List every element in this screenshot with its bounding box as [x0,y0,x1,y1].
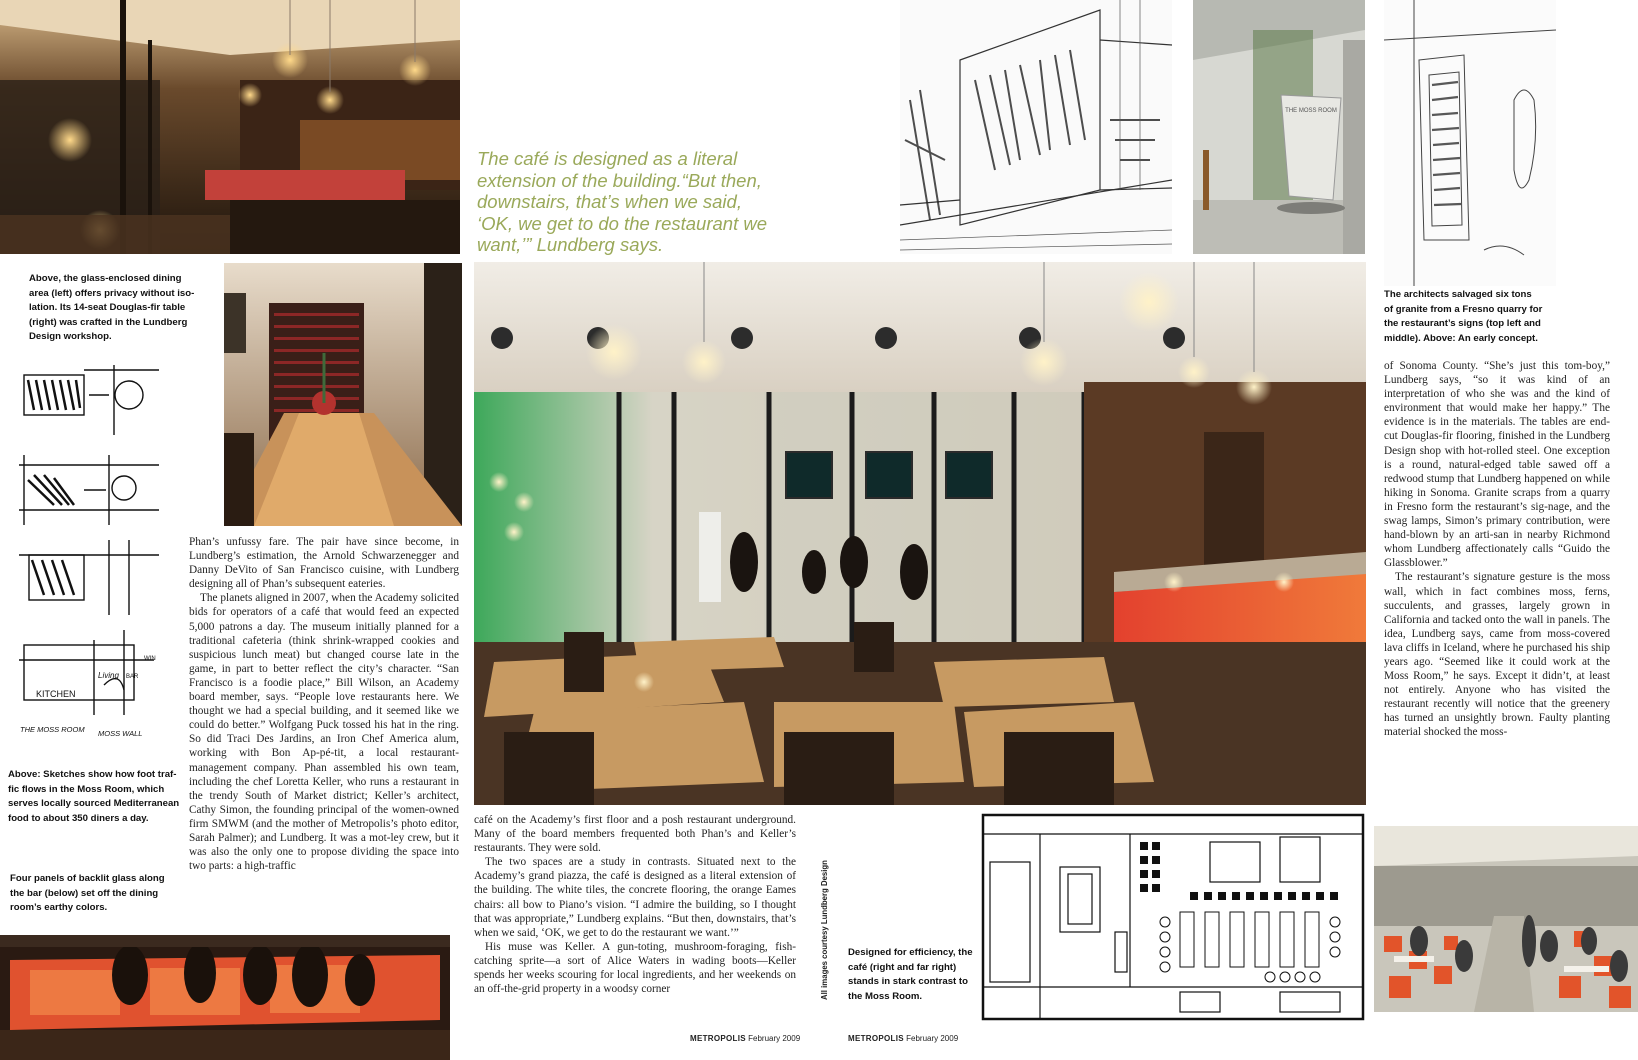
sign-text: THE MOSS ROOM [1285,108,1337,114]
caption-granite: The architects salvaged six tons of granite from a Fresno quarry for the restaurant’s signs (top left and middle). Above: An early concept. [1384,289,1543,344]
caption-floor-plan: Designed for efficiency, the café (right and far right) stands in stark contrast to the Moss Room. [848,947,973,1002]
dining-area-photo [0,0,460,254]
sketch-label-moss-wall: MOSS WALL [98,729,143,738]
cafe-floor-plan [980,812,1366,1022]
sketch-label-win: WIN [144,656,156,662]
body-col1-para-2: The planets aligned in 2007, when the Academy solicited bids for operators of a café that would feed an expected 5,000 patrons a day. The museum initially planned for a traditional cafeteria (think shrink-wrapped cookies and suspicious lunch meat) but changed course late in the game, in part to better reflect the city’s character. “San Francisco is a foodie place,” Bill Wilson, an Academy board member, says. “People love restaurants here. We thought we had a special building, and it seemed like we could do better.” Wolfgang Puck tossed his hat in the ring. So did Traci Des Jardins, an Iron Chef America alum, working with Bon Ap-pé-tit, a local restaurant-management company. Phan assembled his own team, including the chef Loretta Keller, who runs a restaurant in the trendy South of Market district; Keller’s architect, Cathy Simon, the founding principal of the women-owned firm SMWM (and the mother of Metropolis’s photo editor, Sarah Palmer); and Lundberg. It was a mot-ley crew, but it was also the only one to propose dividing the space into two parts: a high-traffic [189,592,459,873]
caption-dining-area: Above, the glass-enclosed dining area (left) offers privacy without iso- lation. Its 14-seat Douglas-fir table (right) was crafted in the Lundberg Design workshop. [29,273,195,343]
folio-right-date: February 2009 [906,1034,959,1043]
sketch-label-moss-room: THE MOSS ROOM [20,725,85,734]
douglas-fir-table-photo [224,263,462,526]
body-col1-para-1: Phan’s unfussy fare. The pair have since become, in Lundberg’s estimation, the Arnold Schwarzenegger and Danny DeVito of San Francisco cuisine, with Lundberg designing all of Phan’s subsequent eateries. [189,536,459,591]
body-column-2 [474,813,796,1018]
body-column-3 [1384,359,1610,799]
concept-sketch [1384,0,1556,286]
cafe-photo [1374,826,1638,1012]
foot-traffic-sketches [14,360,164,750]
main-dining-room-photo [474,262,1366,805]
sketch-label-kitchen: KITCHEN [36,689,76,699]
backlit-bar-photo [0,935,450,1060]
folio-right [848,1034,958,1043]
folio-right-brand: METROPOLIS [848,1034,904,1043]
folio-left-date: February 2009 [748,1034,801,1043]
pull-quote: The café is designed as a literal extension of the building.“But then, downstairs, that’s when we said, ‘OK, we get to do the restaurant we want,’” Lundberg says. [477,148,767,256]
sketch-label-bar: BAR [126,674,139,680]
caption-backlit-glass: Four panels of backlit glass along the bar (below) set off the dining room’s earthy colors. [10,873,165,914]
body-col2-para-2: The two spaces are a study in contrasts. Situated next to the Academy’s grand piazza, the café is designed as a literal extension of the building. The white tiles, the concrete flooring, the orange Eames chairs: all bow to Piano’s vision. “I admire the building, so I thought that was appropriate,” Lundberg explains. “But then, downstairs, that’s when we said, ‘OK, we get to do the restaurant we want.’” [474,856,796,939]
image-credit: All images courtesy Lundberg Design [820,860,829,1000]
body-col2-para-3: His muse was Keller. A gun-toting, mushroom-foraging, fish-catching sprite—a sort of Alice Waters in wading boots—Keller spends her weeks scouring for local ingredients, and her weekends on an off-the-grid property in a woodsy corner [474,940,796,996]
body-col3-para-2: The restaurant’s signature gesture is the moss wall, which in fact combines moss, ferns, succulents, and grasses, largely grown in California and tacked onto the wall in panels. The idea, Lundberg says, came from moss-covered lava cliffs in Iceland, where he purchased his ship years ago. “Seemed like it could work at the Moss Room,” he says. Except it didn’t, at least not entirely. Anyone who has visited the restaurant recently will notice that the greenery has turned an unsightly brown. Faulty planting material shocked the moss- [1384,571,1610,739]
folio-left-brand: METROPOLIS [690,1034,746,1043]
granite-sign-photo [1193,0,1365,254]
sketch-label-living: Living [98,671,119,680]
body-col2-para-1: café on the Academy’s first floor and a posh restaurant underground. Many of the board members frequented both Phan’s and Keller’s restaurants. They were sold. [474,814,796,855]
folio-left [690,1034,800,1043]
body-col3-para-1: of Sonoma County. “She’s just this tom-boy,” Lundberg says, “so it was kind of an interpretation of who she was and the kind of environment that would make her happy.” The evidence is in the materials. The tables are end-cut Douglas-fir flooring, finished in the Lundberg Design shop with hot-rolled steel. One exception is a round, natural-edged table sawed off a redwood stump that Lundberg happened on while hiking in Sonoma. Granite scraps from a quarry in Fresno form the restaurant’s sig-nage, and the swag lamps, Simon’s primary contribution, were hand-blown by an arti-san in nearby Richmond whom Lundberg affectionately calls “Guido the Glassblower.” [1384,360,1610,570]
caption-sketches: Above: Sketches show how foot traf- fic flows in the Moss Room, which serves locally sourced Mediterranean food to about 350 diners a day. [8,769,180,824]
building-sketch [900,0,1172,254]
